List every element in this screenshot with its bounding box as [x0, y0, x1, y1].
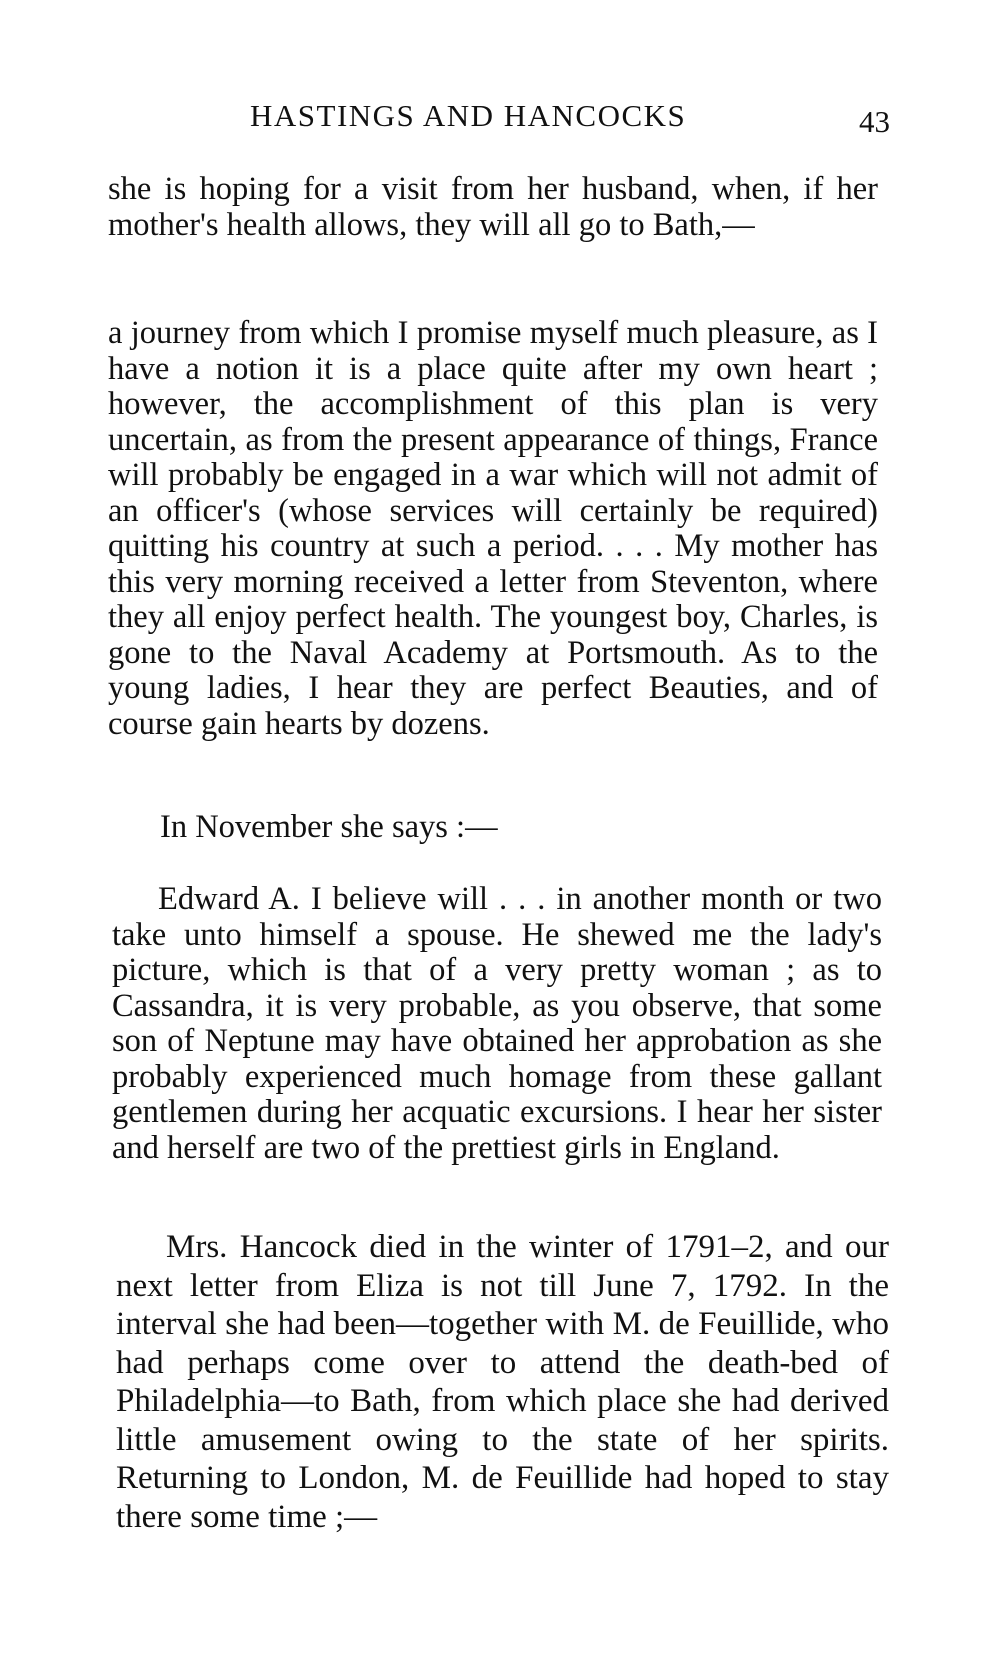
quote-lead-paragraph: she is hoping for a visit from her husband, when, if her mother's health allows, they will all go to Bath,—	[108, 171, 878, 243]
november-intro-line: In November she says :—	[160, 809, 498, 845]
running-head	[110, 94, 890, 139]
quote-november-paragraph: Edward A. I believe will . . . in another month or two take unto himself a spouse. He shewed me the lady's picture, which is that of a very pretty woman ; as to Cassandra, it is very probable, as you observe, that some son of Neptune may have obtained her approbation as she probably experienced much homage from these gallant gentlemen during her acquatic excursions. I hear her sister and herself are two of the prettiest girls in England.	[112, 881, 882, 1166]
page-number: 43	[859, 104, 890, 139]
narrative-paragraph: Mrs. Hancock died in the winter of 1791–2, and our next letter from Eliza is not till June 7, 1792. In the interval she had been—together with M. de Feuillide, who had perhaps come over to attend the death-bed of Philadelphia—to Bath, from which place she had derived little amusement owing to the state of her spirits. Returning to London, M. de Feuillide had hoped to stay there some time ;—	[116, 1229, 889, 1535]
quote-bath-paragraph: a journey from which I promise myself much pleasure, as I have a notion it is a place quite after my own heart ; however, the accomplishment of this plan is very uncertain, as from the present appearance of things, France will probably be engaged in a war which will not admit of an officer's (whose services will certainly be required) quitting his country at such a period. . . . My mother has this very morning received a letter from Steventon, where they all enjoy perfect health. The youngest boy, Charles, is gone to the Naval Academy at Portsmouth. As to the young ladies, I hear they are perfect Beauties, and of course gain hearts by dozens.	[108, 315, 878, 742]
running-title: HASTINGS AND HANCOCKS	[250, 98, 687, 133]
